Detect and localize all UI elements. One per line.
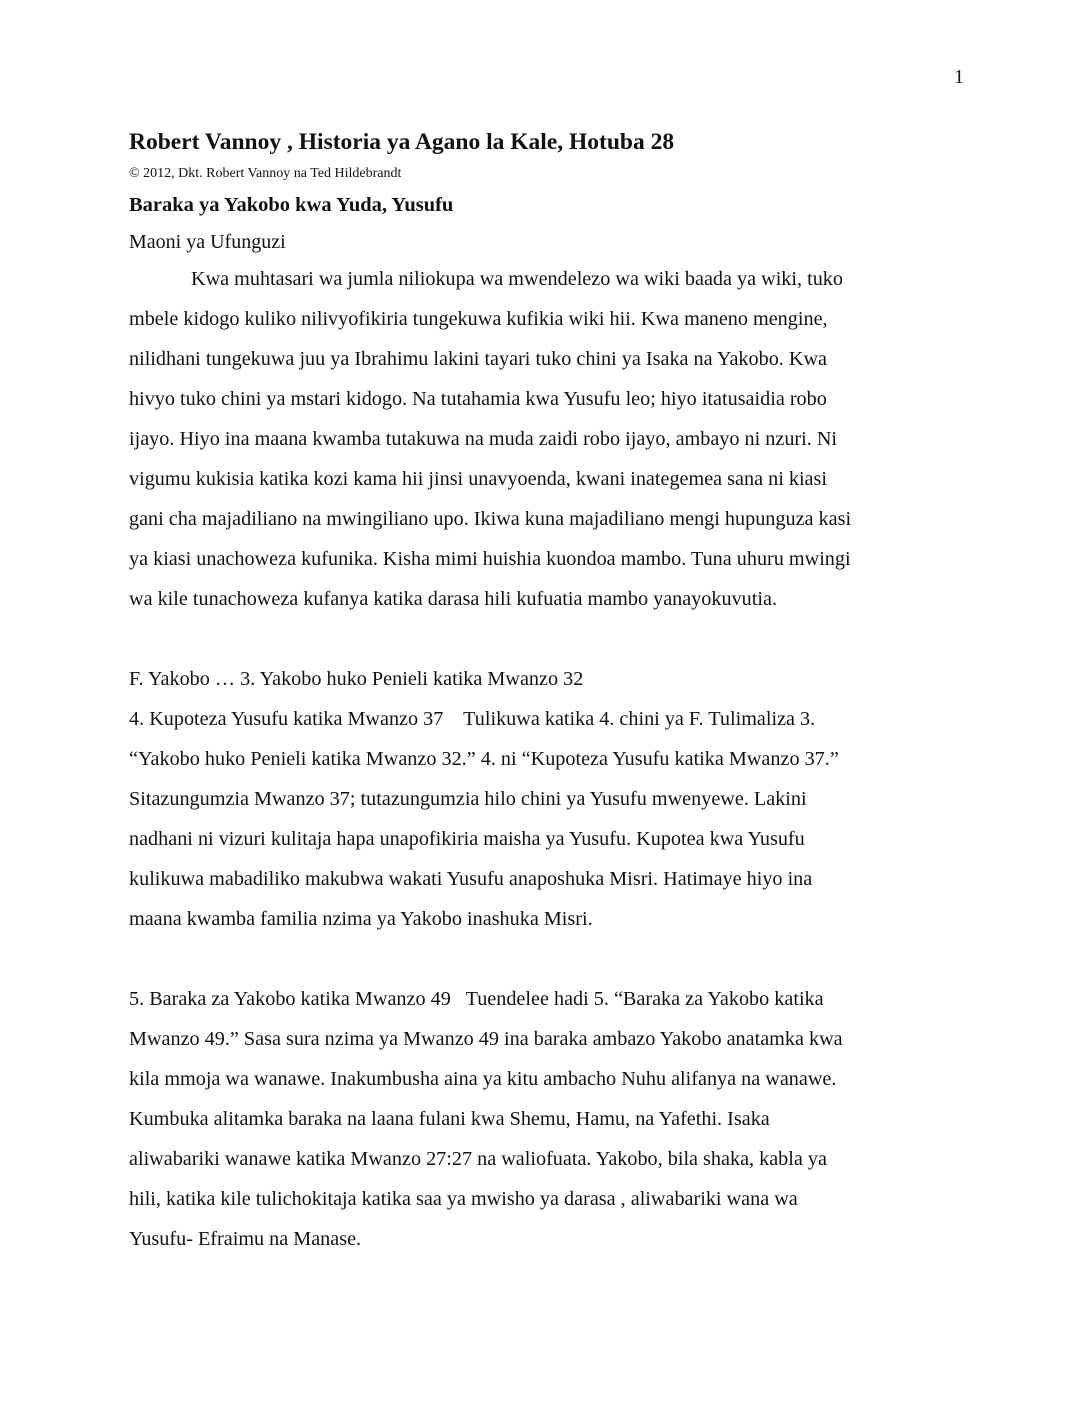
paragraph-line: Kwa muhtasari wa jumla niliokupa wa mwendelezo wa wiki baada ya wiki, tuko: [191, 268, 843, 290]
paragraph-line: F. Yakobo … 3. Yakobo huko Penieli katika Mwanzo 32: [129, 668, 584, 690]
paragraph-line: maana kwamba familia nzima ya Yakobo inashuka Misri.: [129, 908, 593, 930]
paragraph-line: ya kiasi unachoweza kufunika. Kisha mimi huishia kuondoa mambo. Tuna uhuru mwingi: [129, 548, 851, 570]
copyright-notice: © 2012, Dkt. Robert Vannoy na Ted Hildebrandt: [129, 166, 402, 181]
page-number: 1: [954, 66, 964, 88]
paragraph-line: ijayo. Hiyo ina maana kwamba tutakuwa na muda zaidi robo ijayo, ambayo ni nzuri. Ni: [129, 428, 838, 450]
paragraph-line: kulikuwa mabadiliko makubwa wakati Yusufu anaposhuka Misri. Hatimaye hiyo ina: [129, 868, 813, 890]
document-body: [129, 126, 959, 1259]
paragraph-line: aliwabariki wanawe katika Mwanzo 27:27 na waliofuata. Yakobo, bila shaka, kabla ya: [129, 1148, 827, 1170]
paragraph-line: nilidhani tungekuwa juu ya Ibrahimu lakini tayari tuko chini ya Isaka na Yakobo. Kwa: [129, 348, 827, 370]
section-heading: Baraka ya Yakobo kwa Yuda, Yusufu: [129, 194, 454, 216]
paragraph-line: kila mmoja wa wanawe. Inakumbusha aina ya kitu ambacho Nuhu alifanya na wanawe.: [129, 1068, 837, 1090]
paragraph-line: Sitazungumzia Mwanzo 37; tutazungumzia hilo chini ya Yusufu mwenyewe. Lakini: [129, 788, 807, 810]
paragraph-line: 5. Baraka za Yakobo katika Mwanzo 49 Tuendelee hadi 5. “Baraka za Yakobo katika: [129, 988, 824, 1010]
paragraph-line: Kumbuka alitamka baraka na laana fulani kwa Shemu, Hamu, na Yafethi. Isaka: [129, 1108, 770, 1130]
section-subheading: Maoni ya Ufunguzi: [129, 231, 286, 253]
paragraph-line: 4. Kupoteza Yusufu katika Mwanzo 37 Tulikuwa katika 4. chini ya F. Tulimaliza 3.: [129, 708, 816, 730]
paragraph-losing-joseph: [129, 659, 959, 939]
lecture-title: Robert Vannoy , Historia ya Agano la Kale, Hotuba 28: [129, 129, 675, 155]
paragraph-line: Mwanzo 49.” Sasa sura nzima ya Mwanzo 49 ina baraka ambazo Yakobo anatamka kwa: [129, 1028, 843, 1050]
paragraph-line: vigumu kukisia katika kozi kama hii jinsi unavyoenda, kwani inategemea sana ni kiasi: [129, 468, 827, 490]
paragraph-line: wa kile tunachoweza kufanya katika darasa hili kufuatia mambo yanayokuvutia.: [129, 588, 778, 610]
paragraph-line: mbele kidogo kuliko nilivyofikiria tungekuwa kufikia wiki hii. Kwa maneno mengine,: [129, 308, 828, 330]
paragraph-line: hili, katika kile tulichokitaja katika saa ya mwisho ya darasa , aliwabariki wana wa: [129, 1188, 798, 1210]
paragraph-line: hivyo tuko chini ya mstari kidogo. Na tutahamia kwa Yusufu leo; hiyo itatusaidia robo: [129, 388, 827, 410]
paragraph-line: “Yakobo huko Penieli katika Mwanzo 32.” 4. ni “Kupoteza Yusufu katika Mwanzo 37.”: [129, 748, 839, 770]
paragraph-jacob-blessings: [129, 979, 959, 1259]
paragraph-line: gani cha majadiliano na mwingiliano upo. Ikiwa kuna majadiliano mengi hupunguza kasi: [129, 508, 852, 530]
paragraph-line: Yusufu- Efraimu na Manase.: [129, 1228, 362, 1250]
paragraph-opening-remarks: [129, 259, 959, 619]
paragraph-line: nadhani ni vizuri kulitaja hapa unapofikiria maisha ya Yusufu. Kupotea kwa Yusufu: [129, 828, 805, 850]
